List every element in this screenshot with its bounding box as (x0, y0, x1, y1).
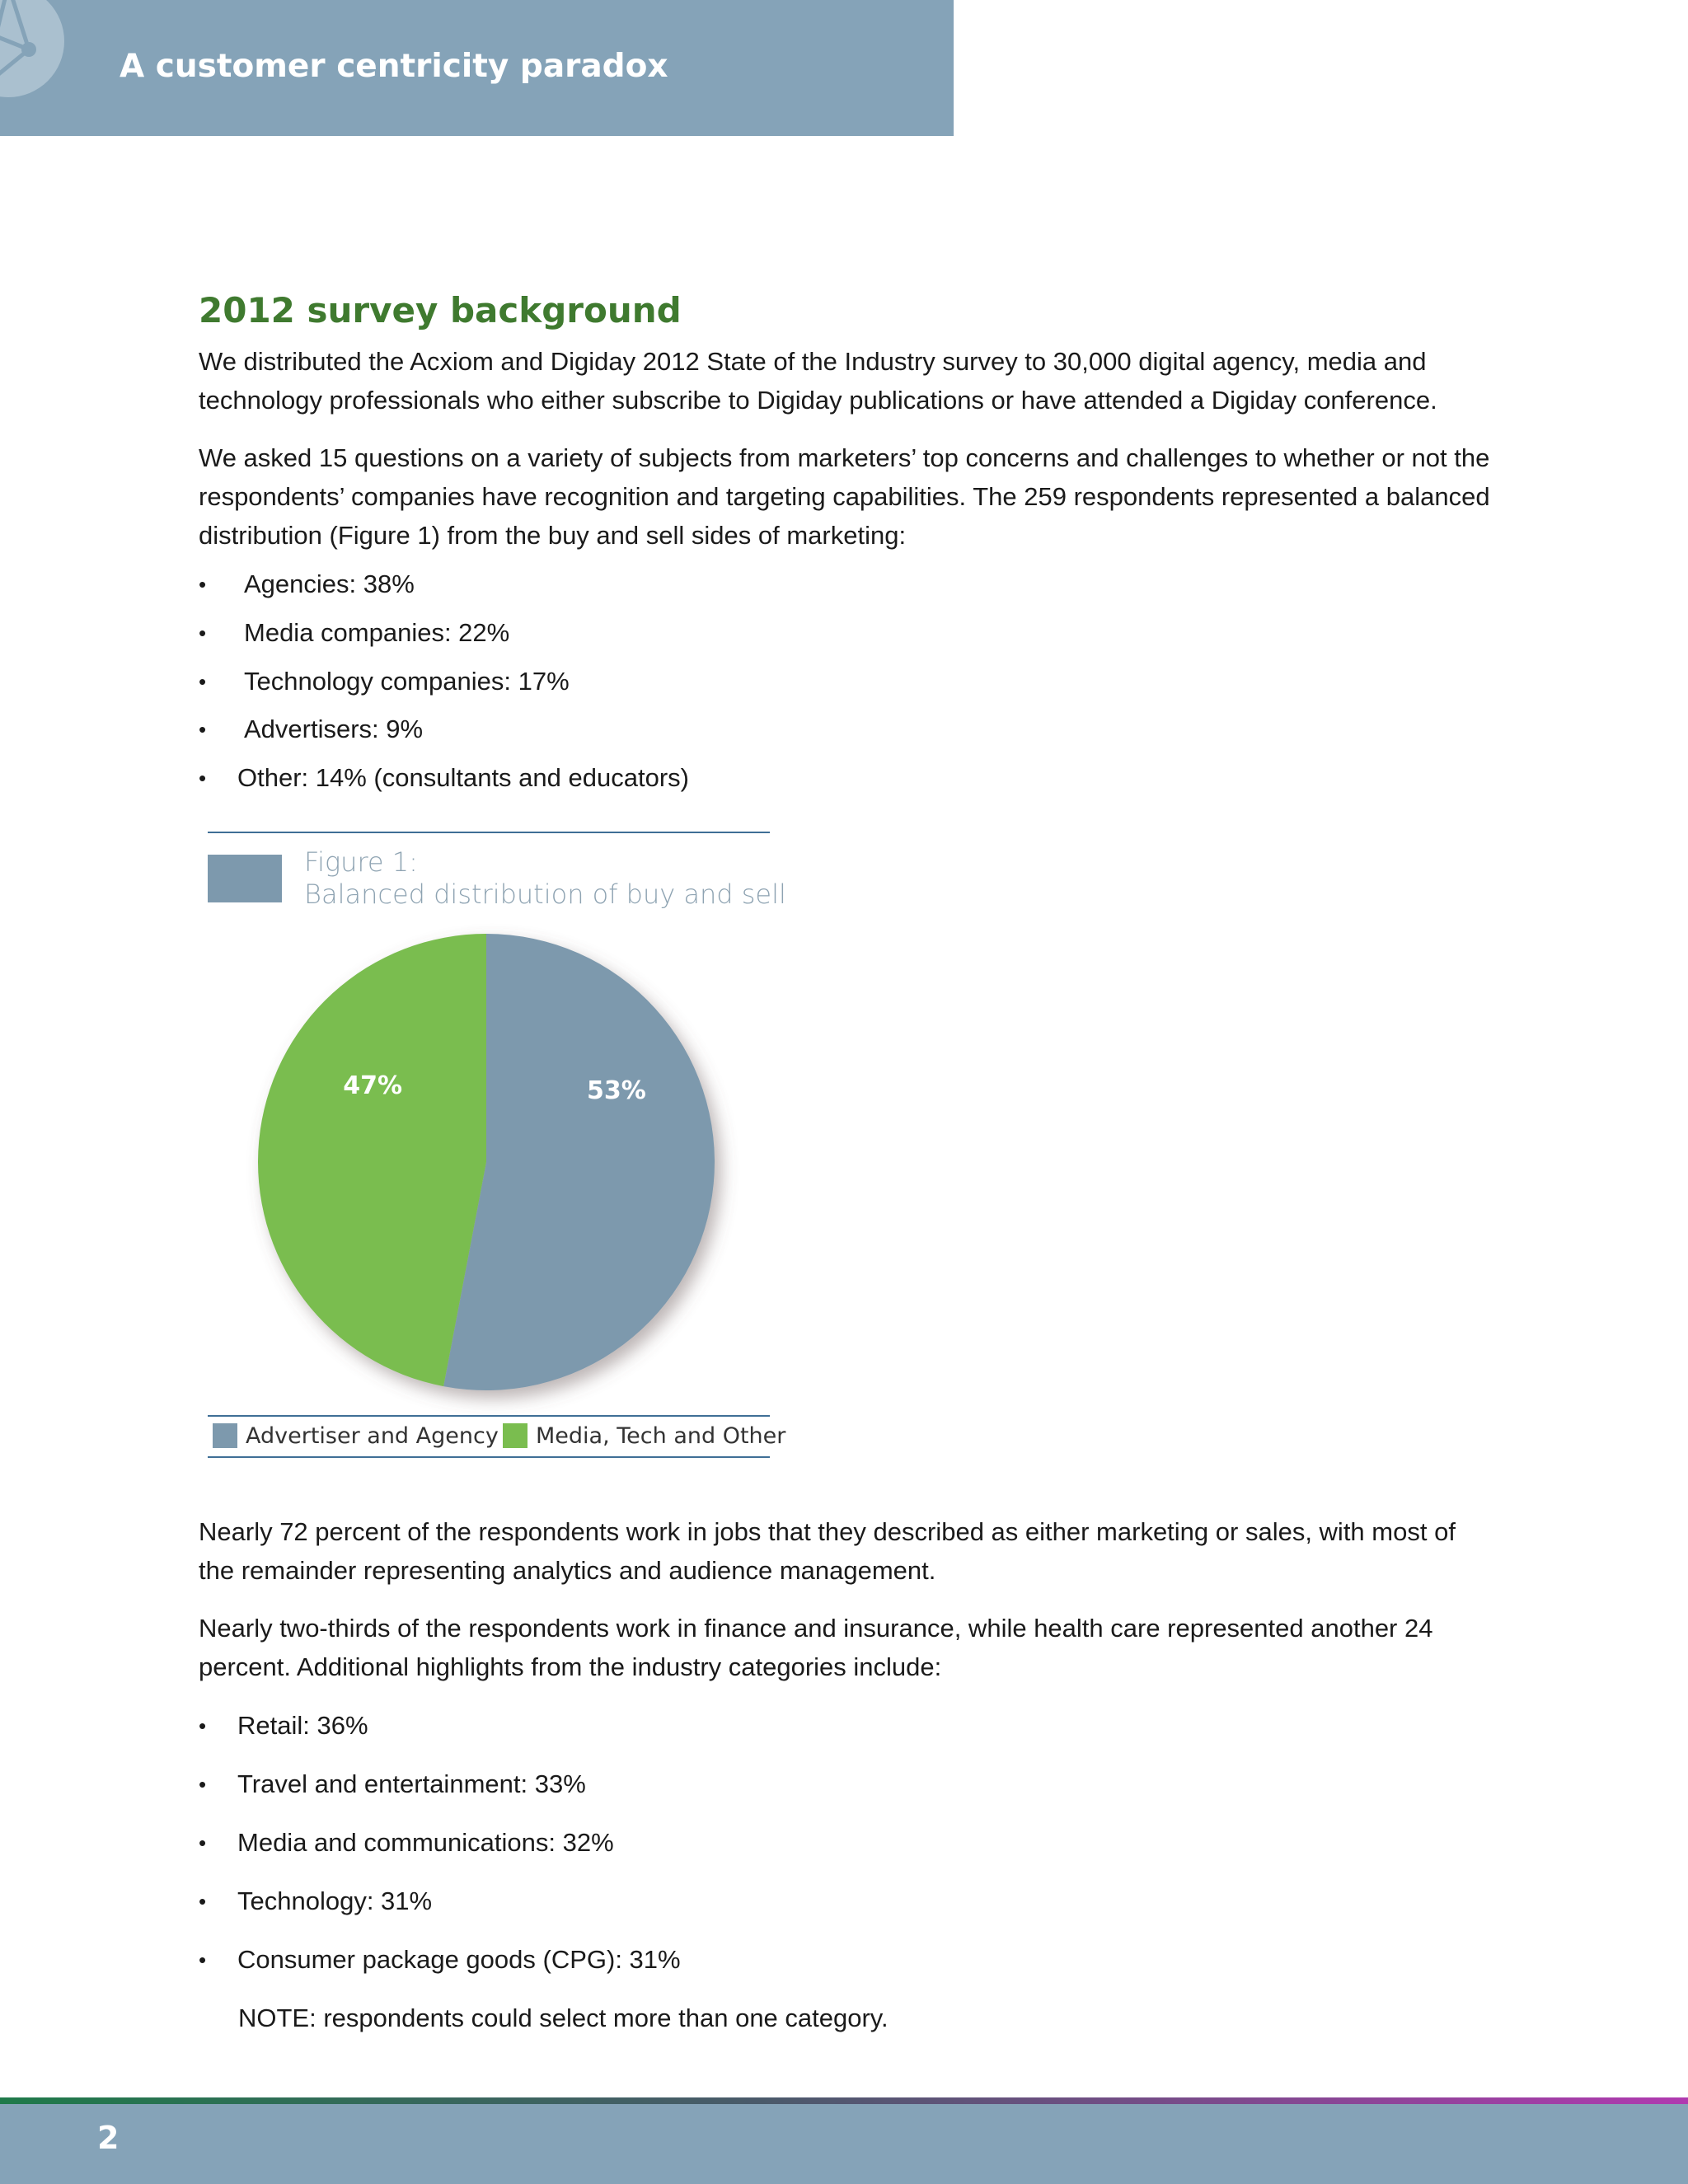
paragraph-job-roles: Nearly 72 percent of the respondents work in jobs that they described as either marketing or sales, with most of the remainder representing analytics and audience management. (199, 1517, 1456, 1585)
list-item: • Agencies: 38% (199, 565, 415, 604)
bullet-icon: • (199, 621, 207, 645)
list-item: • Technology: 31% (199, 1882, 432, 1921)
figure-title: Figure 1: Balanced distribution of buy and sell (304, 846, 786, 910)
pie-label-slice-advertiser-agency: 53% (586, 1076, 646, 1106)
bullet-icon: • (199, 669, 207, 694)
figure-swatch (208, 855, 282, 902)
page-header-title: A customer centricity paradox (120, 48, 668, 85)
legend-item-media-tech-other: Media, Tech and Other (503, 1422, 785, 1450)
paragraph-survey-distribution: We distributed the Acxiom and Digiday 2012 State of the Industry survey to 30,000 digital agency, media and technology professionals who either subscribe to Digiday publications or have attended a Digiday conference. (199, 347, 1437, 415)
bullet-icon: • (199, 572, 207, 597)
bullet-icon: • (199, 717, 207, 742)
legend-swatch (213, 1423, 237, 1448)
pie-label-slice-media-tech-other: 47% (343, 1071, 403, 1100)
bullet-icon: • (199, 1772, 207, 1797)
figure-legend-top-rule (208, 1415, 770, 1417)
footer-gradient-rule (0, 2097, 1688, 2104)
bullet-icon: • (199, 1889, 207, 1914)
legend-item-advertiser-agency: Advertiser and Agency (213, 1422, 499, 1450)
pie-slice-media-tech-other (258, 934, 486, 1386)
section-heading: 2012 survey background (199, 290, 682, 330)
figure-top-rule (208, 832, 770, 833)
header-band (0, 0, 954, 136)
list-item: • Retail: 36% (199, 1706, 368, 1746)
list-item: • Other: 14% (consultants and educators) (199, 758, 689, 798)
note-text: NOTE: respondents could select more than one category. (238, 2004, 889, 2032)
paragraph-survey-questions: We asked 15 questions on a variety of subjects from marketers’ top concerns and challenges to whether or not the respondents’ companies have recognition and targeting capabilities. The 259 respondents represented a balanced distribution (Figure 1) from the buy and sell sides of marketing: (199, 443, 1490, 550)
list-item: • Travel and entertainment: 33% (199, 1765, 586, 1804)
legend-swatch (503, 1423, 528, 1448)
bullet-icon: • (199, 1713, 207, 1738)
pie-chart (231, 915, 750, 1409)
bullet-icon: • (199, 766, 207, 790)
figure-legend-bottom-rule (208, 1456, 770, 1458)
list-item: • Technology companies: 17% (199, 662, 570, 701)
paragraph-industries: Nearly two-thirds of the respondents work in finance and insurance, while health care represented another 24 percent. Additional highlights from the industry categories include: (199, 1614, 1433, 1681)
list-item: • Media and communications: 32% (199, 1823, 614, 1863)
list-item: • Advertisers: 9% (199, 710, 423, 749)
bullet-icon: • (199, 1947, 207, 1972)
list-item: • Media companies: 22% (199, 613, 509, 653)
list-item: • Consumer package goods (CPG): 31% (199, 1940, 681, 1980)
globe-logo-icon (0, 0, 66, 132)
bullet-icon: • (199, 1830, 207, 1855)
page-number: 2 (97, 2120, 120, 2156)
footer-band (0, 2104, 1688, 2184)
